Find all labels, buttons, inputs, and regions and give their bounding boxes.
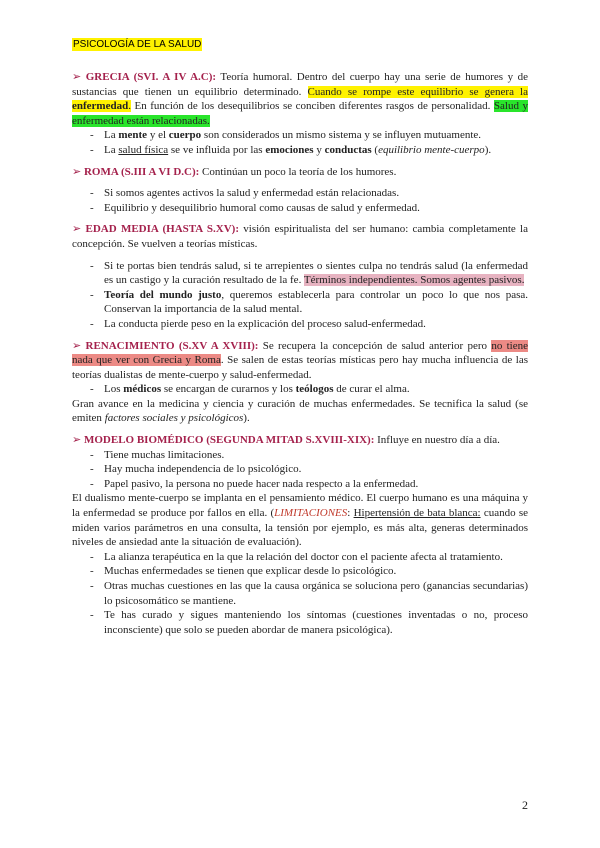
arrow-bullet-icon: ➢: [72, 339, 82, 352]
section-edad-media: [72, 222, 528, 251]
paragraph-text: Influye en nuestro día a día.: [374, 434, 500, 447]
list-item: - Los médicos se encargan de curarnos y los teólogos de curar el alma.: [72, 382, 528, 397]
list: [72, 186, 528, 215]
paragraph: El dualismo mente-cuerpo se implanta en el pensamiento médico. El cuerpo humano es una máquina y la enfermedad se produce por fallos en ella. (LIMITACIONES: Hipertensión de bata blanca: cuando se miden varios parámetros en una consulta, la tensión por ejemplo, es más alta, generas determinados niveles de ansiedad ante la situación de evaluación).: [72, 492, 528, 549]
list-item: - Tiene muchas limitaciones.: [72, 448, 528, 463]
list: [72, 128, 528, 157]
section-heading: RENACIMIENTO (S.XV A XVIII):: [85, 339, 259, 352]
section-heading: ROMA (S.III A VI D.C):: [83, 165, 200, 178]
list-item: - La conducta pierde peso en la explicación del proceso salud-enfermedad.: [72, 317, 528, 332]
list: [72, 382, 528, 397]
list-item: - La salud física se ve influida por las emociones y conductas (equilibrio mente-cuerpo).: [72, 143, 528, 158]
list: [72, 448, 528, 492]
highlight-text: .: [128, 100, 131, 113]
section-grecia: [72, 70, 528, 128]
highlight-red: no tiene nada que ver con Grecia y Roma: [72, 339, 528, 367]
section-heading: GRECIA (SVI. A IV A.C):: [85, 71, 217, 83]
section-biomedico: [72, 433, 528, 448]
list-item: - La alianza terapéutica en la que la relación del doctor con el paciente afecta al tratamiento.: [72, 550, 528, 565]
list-item: - Si te portas bien tendrás salud, si te arrepientes o sientes culpa no tendrás salud (la enfermedad es un castigo y la curación resultado de la fe. Términos independientes. Somos agentes pasivos.: [72, 259, 528, 288]
paragraph-text: visión espiritualista del ser humano: cambia completamente la concepción. Se vuelven a teorías místicas.: [72, 223, 528, 250]
bold-text: enfermedad: [72, 100, 129, 113]
paragraph-text: Se recupera la concepción de salud anterior pero: [258, 339, 492, 352]
paragraph: Gran avance en la medicina y ciencia y curación de muchas enfermedades. Se tecnifica la salud (se emiten factores sociales y psicológicos).: [72, 397, 528, 425]
list-item: - Si somos agentes activos la salud y enfermedad están relacionadas.: [72, 186, 528, 201]
arrow-bullet-icon: ➢: [72, 223, 82, 236]
list: [72, 550, 528, 638]
highlight-green: Salud y enfermedad están relacionadas.: [72, 100, 528, 127]
highlight-pink: Términos independientes. Somos agentes pasivos.: [303, 274, 525, 287]
list-item: - Equilibrio y desequilibrio humoral como causas de salud y enfermedad.: [72, 201, 528, 216]
paragraph-text: Continúan un poco la teoría de los humores.: [199, 165, 397, 178]
arrow-bullet-icon: ➢: [72, 165, 82, 178]
arrow-bullet-icon: ➢: [72, 434, 82, 447]
paragraph-text: . Se salen de estas teorías místicas pero hay mucha influencia de las teorías dualistas de mente-cuerpo y salud-enfermedad.: [72, 354, 528, 381]
highlight-text: Cuando se rompe este equilibrio se genera la: [307, 85, 528, 98]
list-item: - La mente y el cuerpo son considerados un mismo sistema y se influyen mutuamente.: [72, 128, 528, 143]
section-heading: MODELO BIOMÉDICO (SEGUNDA MITAD S.XVIII-XIX):: [83, 434, 375, 447]
list-item: - Te has curado y sigues manteniendo los síntomas (cuestiones inventadas o no, proceso inconsciente) que solo se pueden abordar de manera psicológica).: [72, 608, 528, 637]
limitaciones-label: LIMITACIONES: [274, 507, 348, 520]
page-number: 2: [522, 798, 528, 812]
page-header: PSICOLOGÍA DE LA SALUD: [73, 39, 202, 50]
list: [72, 259, 528, 332]
list-item: - Otras muchas cuestiones en las que la causa orgánica se soluciona pero (ganancias secundarias) lo psicosomático se mantiene.: [72, 579, 528, 608]
list-item: - Papel pasivo, la persona no puede hacer nada respecto a la enfermedad.: [72, 477, 528, 492]
list-item: - Teoría del mundo justo, queremos establecerla para controlar un poco lo que nos pasa. Conservan la importancia de la salud mental.: [72, 288, 528, 317]
section-heading: EDAD MEDIA (HASTA S.XV):: [85, 223, 240, 236]
paragraph-text: En función de los desequilibrios se conciben diferentes rasgos de personalidad.: [130, 100, 494, 113]
list-item: - Muchas enfermedades se tienen que explicar desde lo psicológico.: [72, 564, 528, 579]
section-roma: [72, 165, 528, 180]
paragraph-text: Teoría humoral. Dentro del cuerpo hay una serie de humores y de sustancias que tienen un equilibrio determinado.: [72, 71, 528, 98]
section-renacimiento: [72, 339, 528, 383]
list-item: - Hay mucha independencia de lo psicológico.: [72, 462, 528, 477]
arrow-bullet-icon: ➢: [72, 71, 82, 83]
document-body: [72, 70, 528, 637]
